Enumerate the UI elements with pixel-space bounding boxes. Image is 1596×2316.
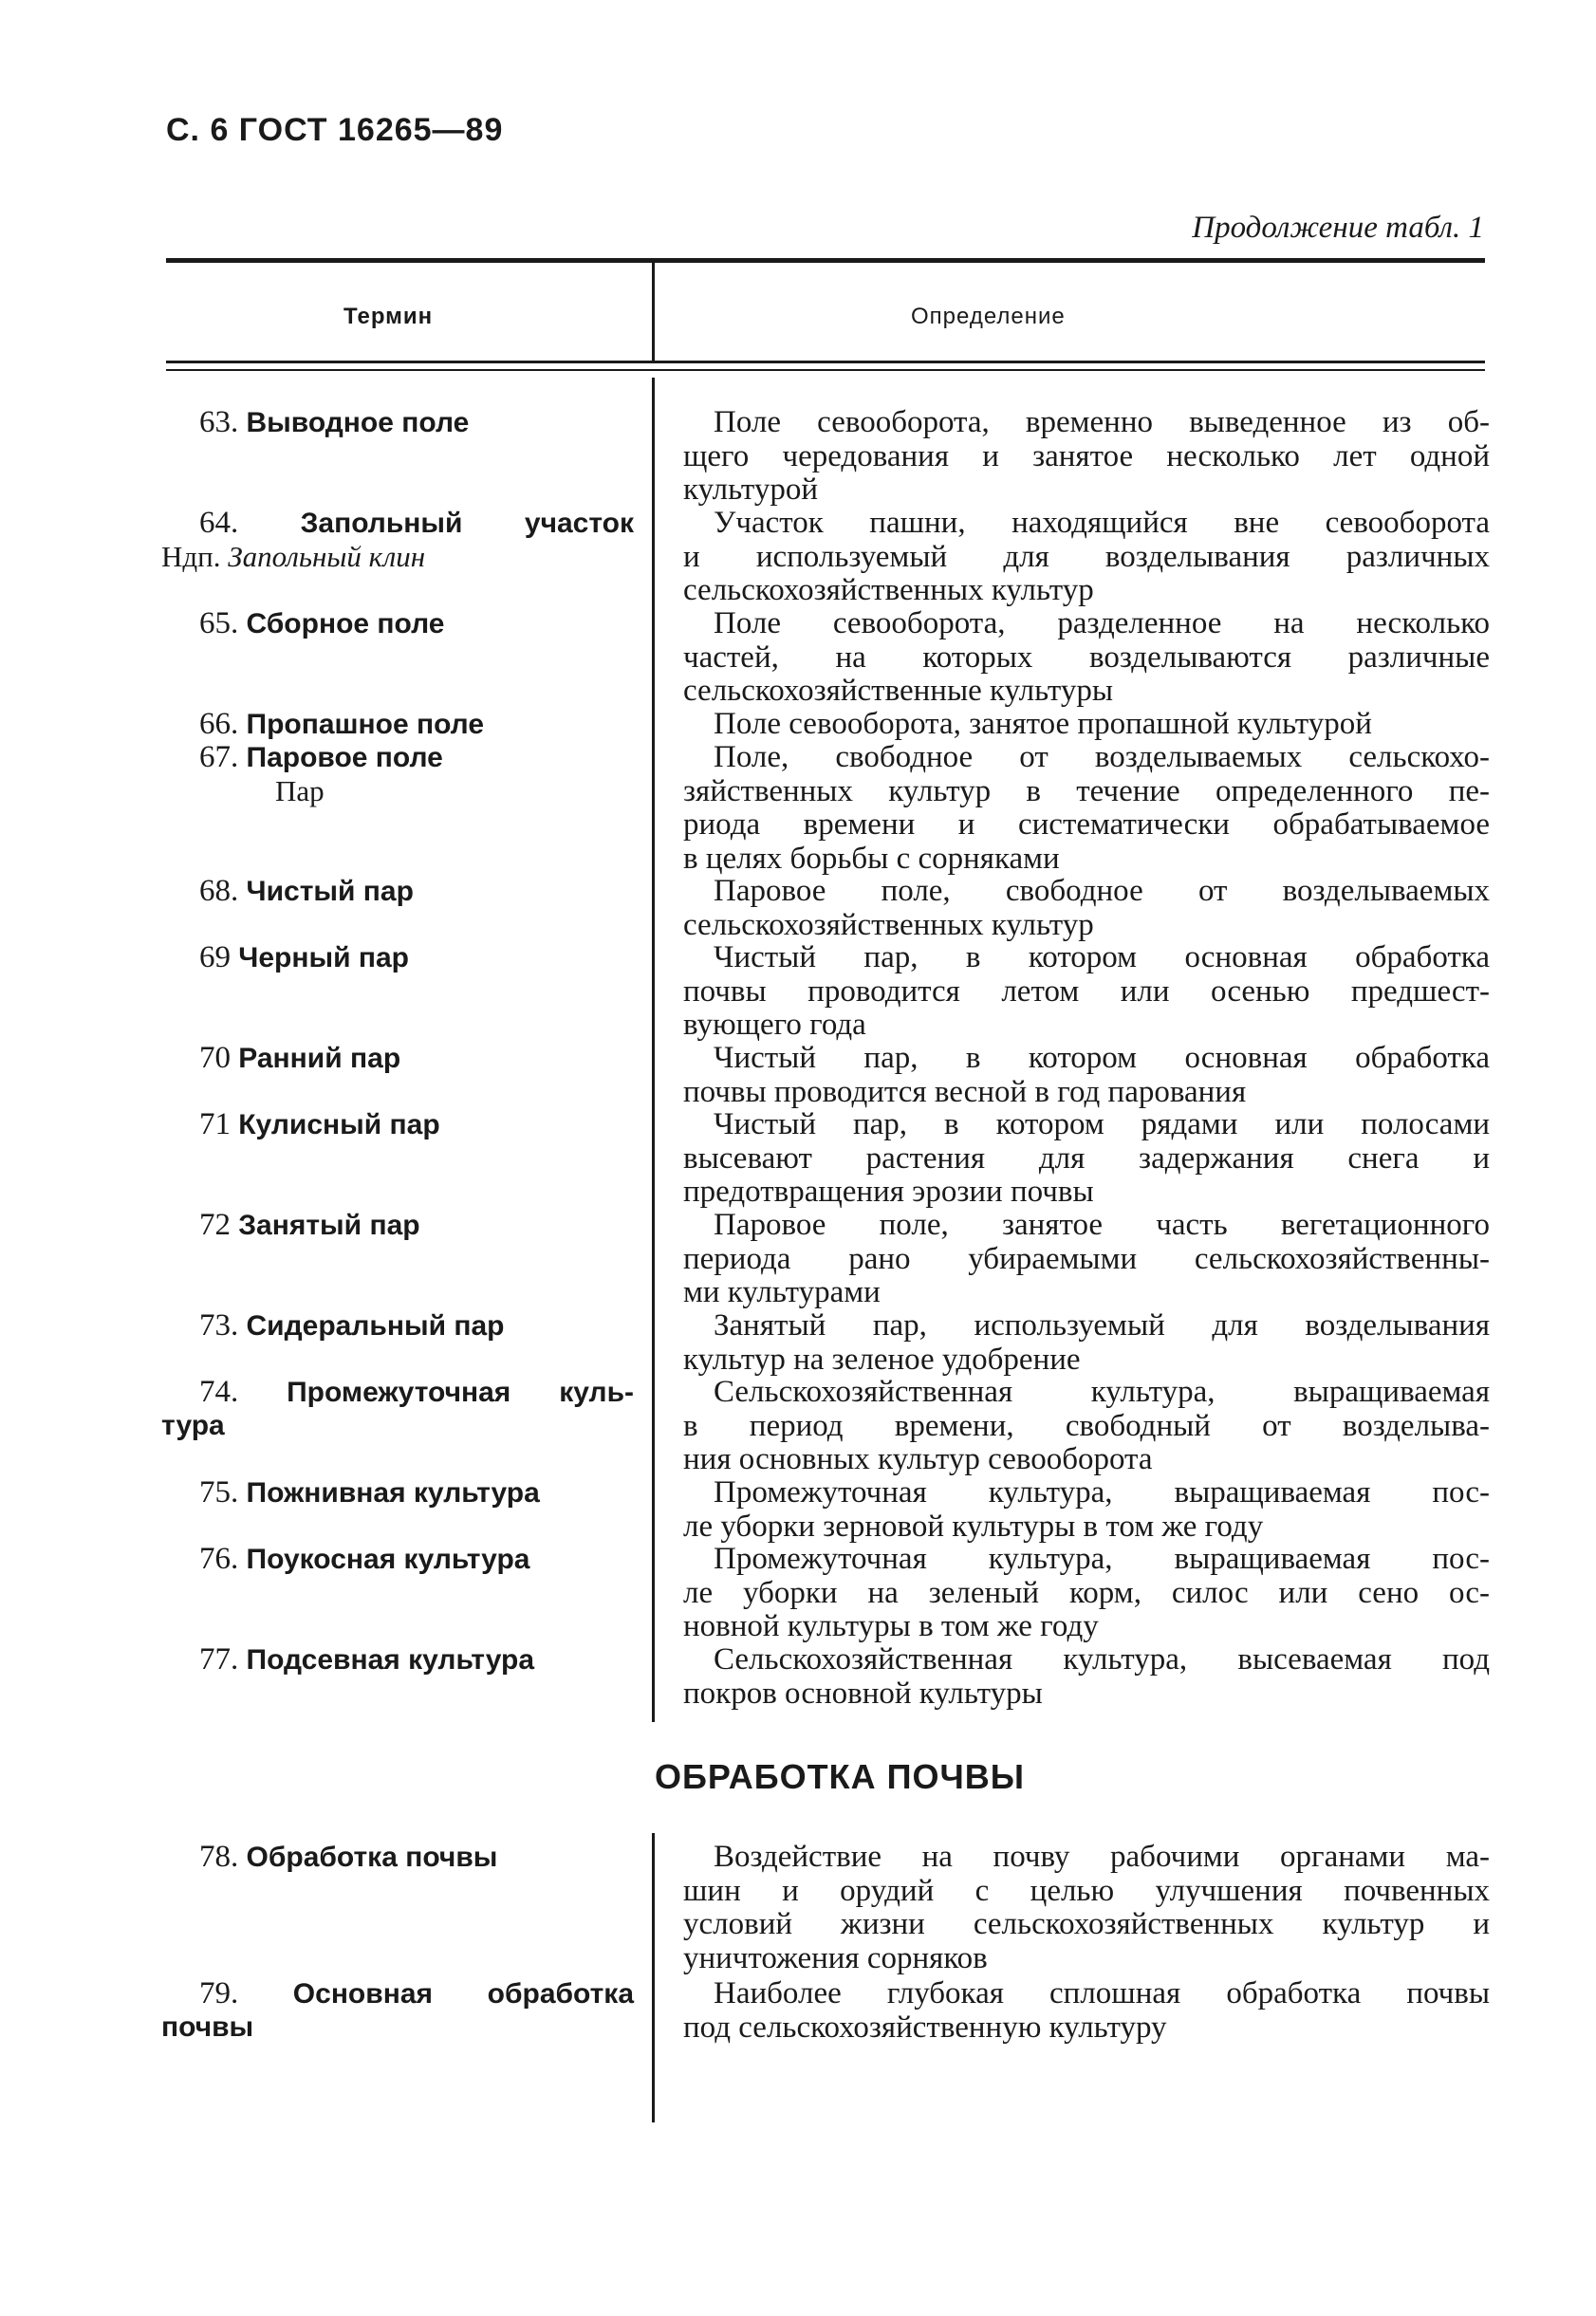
- header-bottom-rule: [166, 361, 1485, 363]
- term-76: 76. Поукосная культура: [199, 1542, 530, 1576]
- definition-67: Поле, свободное от возделываемых сельскохо- зяйственных культур в течение определенного пе- риода времени и систематически обрабатываемое в целях борьбы с сорняками: [683, 740, 1490, 876]
- term-64: 64. Запольный участок Ндп. Запольный клин: [161, 506, 634, 573]
- body-column-divider: [652, 378, 655, 1722]
- section-title: ОБРАБОТКА ПОЧВЫ: [655, 1757, 1025, 1796]
- definition-70: Чистый пар, в котором основная обработка почвы проводится весной в год парования: [683, 1041, 1490, 1109]
- term-66: 66. Пропашное поле: [199, 707, 485, 741]
- definition-76: Промежуточная культура, выращиваемая пос- ле уборки на зеленый корм, силос или сено ос- новной культуры в том же году: [683, 1542, 1490, 1643]
- term-77: 77. Подсевная культура: [199, 1642, 535, 1677]
- header-bottom-rule-2: [166, 369, 1485, 371]
- definition-75: Промежуточная культура, выращиваемая пос- ле уборки зерновой культуры в том же году: [683, 1475, 1490, 1544]
- definition-72: Паровое поле, занятое часть вегетационного периода рано убираемыми сельскохозяйственны- ми культурами: [683, 1208, 1490, 1309]
- definition-74: Сельскохозяйственная культура, выращиваемая в период времени, свободный от возделыва- ния основных культур севооборота: [683, 1375, 1490, 1476]
- term-65: 65. Сборное поле: [199, 606, 445, 640]
- definition-71: Чистый пар, в котором рядами или полосами высевают растения для задержания снега и предотвращения эрозии почвы: [683, 1107, 1490, 1209]
- section2-column-divider: [652, 1833, 655, 2122]
- term-67: 67. Паровое поле Пар: [199, 740, 443, 807]
- term-72: 72 Занятый пар: [199, 1208, 420, 1242]
- definition-73: Занятый пар, используемый для возделывания культур на зеленое удобрение: [683, 1308, 1490, 1377]
- term-74: 74. Промежуточная куль- тура: [161, 1375, 634, 1441]
- term-70: 70 Ранний пар: [199, 1041, 401, 1075]
- term-69: 69 Черный пар: [199, 940, 409, 974]
- definition-79: Наиболее глубокая сплошная обработка почвы под сельскохозяйственную культуру: [683, 1976, 1490, 2045]
- definition-66: Поле севооборота, занятое пропашной культурой: [714, 707, 1372, 741]
- column-header-definition: Определение: [911, 304, 1066, 329]
- column-header-term: Термин: [343, 304, 434, 329]
- term-73: 73. Сидеральный пар: [199, 1308, 505, 1343]
- continuation-caption: Продолжение табл. 1: [1192, 211, 1484, 245]
- term-63: 63. Выводное поле: [199, 405, 470, 439]
- term-79: 79. Основная обработка почвы: [161, 1976, 635, 2043]
- definition-68: Паровое поле, свободное от возделываемых сельскохозяйственных культур: [683, 874, 1490, 942]
- definition-77: Сельскохозяйственная культура, высеваемая под покров основной культуры: [683, 1642, 1490, 1711]
- term-71: 71 Кулисный пар: [199, 1107, 440, 1141]
- term-68: 68. Чистый пар: [199, 874, 414, 908]
- page-header: С. 6 ГОСТ 16265—89: [166, 112, 504, 148]
- term-78: 78. Обработка почвы: [199, 1840, 498, 1874]
- table-top-rule: [166, 258, 1485, 263]
- definition-69: Чистый пар, в котором основная обработка почвы проводится летом или осенью предшест- вующего года: [683, 940, 1490, 1042]
- definition-78: Воздействие на почву рабочими органами ма- шин и орудий с целью улучшения почвенных условий жизни сельскохозяйственных культур и уничтожения сорняков: [683, 1840, 1490, 1975]
- definition-65: Поле севооборота, разделенное на несколько частей, на которых возделываются различные сельскохозяйственные культуры: [683, 606, 1490, 708]
- header-column-divider: [652, 263, 655, 361]
- term-75: 75. Пожнивная культура: [199, 1475, 540, 1510]
- definition-63: Поле севооборота, временно выведенное из об- щего чередования и занятое несколько лет одной культурой: [683, 405, 1490, 507]
- definition-64: Участок пашни, находящийся вне севооборота и используемый для возделывания различных сельскохозяйственных культур: [683, 506, 1490, 607]
